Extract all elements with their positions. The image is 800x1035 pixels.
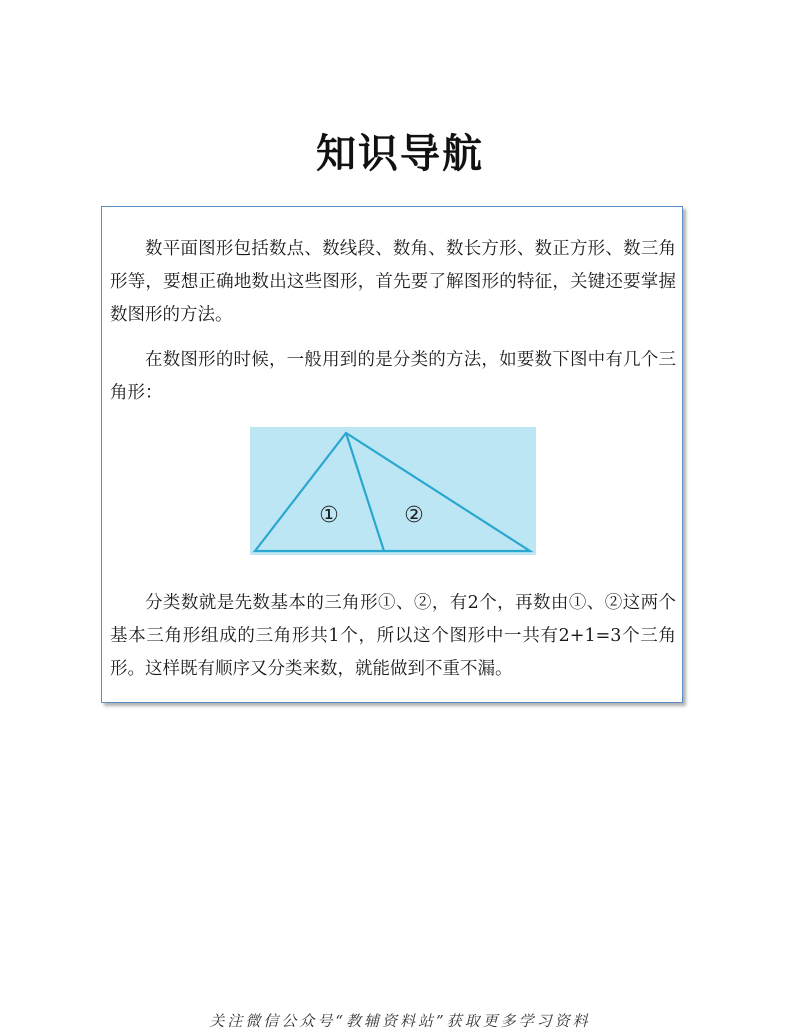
knowledge-box [101, 206, 683, 703]
figure-background [250, 427, 536, 555]
method-paragraph: 在数图形的时候，一般用到的是分类的方法，如要数下图中有几个三角形： [110, 350, 676, 403]
triangle-diagram [250, 427, 536, 555]
triangle-label-2: ② [404, 503, 424, 528]
explanation-paragraph: 分类数就是先数基本的三角形①、②，有2个，再数由①、②这两个基本三角形组成的三角形共1个，所以这个图形中一共有2+1=3个三角形。这样既有顺序又分类来数，就能做到不重不漏。 [110, 593, 676, 679]
footer-note: 关注微信公众号“教辅资料站”获取更多学习资料 [209, 1012, 591, 1030]
triangle-figure [250, 427, 536, 555]
page-title: 知识导航 [316, 131, 484, 177]
triangle-label-1: ① [319, 503, 339, 528]
intro-paragraph: 数平面图形包括数点、数线段、数角、数长方形、数正方形、数三角形等，要想正确地数出这些图形，首先要了解图形的特征，关键还要掌握数图形的方法。 [110, 239, 676, 325]
